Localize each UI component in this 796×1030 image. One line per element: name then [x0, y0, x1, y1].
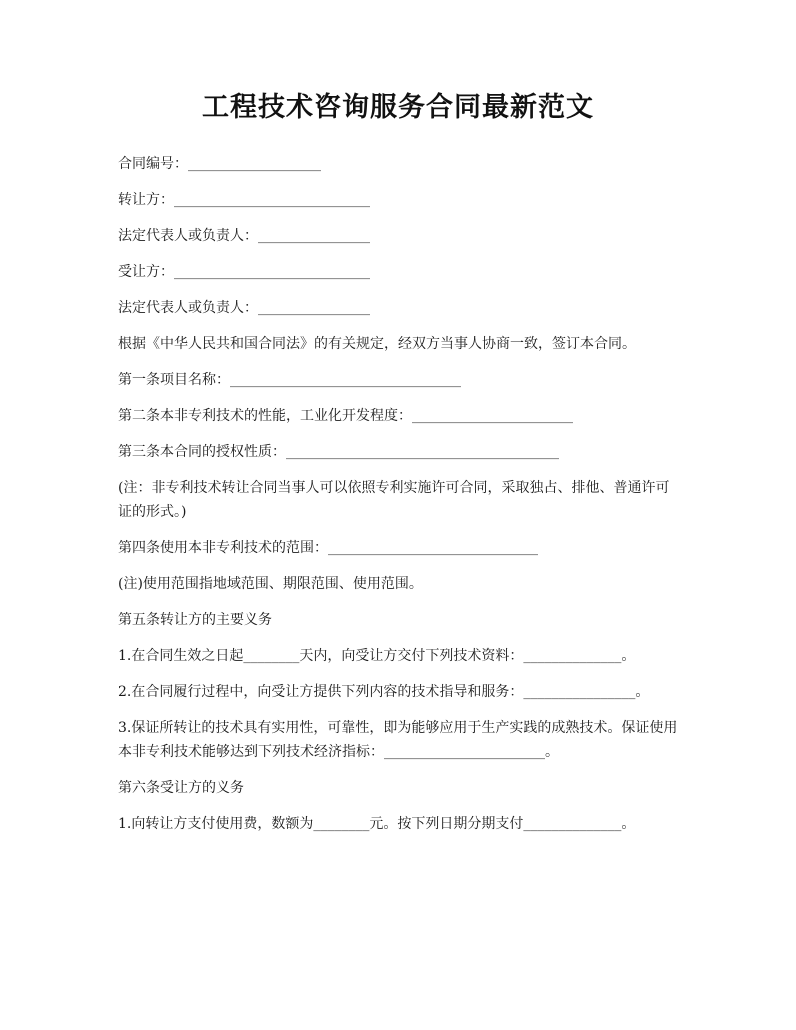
article-5-item-3: 3.保证所转让的技术具有实用性，可靠性，即为能够应用于生产实践的成熟技术。保证使用本非专利技术能够达到下列技术经济指标：_______________________。 — [118, 720, 678, 760]
document-title: 工程技术咨询服务合同最新范文 — [202, 92, 594, 123]
transferee-representative-line: 法定代表人或负责人：________________ — [118, 300, 370, 316]
transferor-representative-line: 法定代表人或负责人：________________ — [118, 228, 370, 244]
contract-number-line: 合同编号：___________________ — [118, 156, 321, 172]
article-6-heading: 第六条受让方的义务 — [118, 780, 244, 796]
article-5-heading: 第五条转让方的主要义务 — [118, 612, 272, 628]
article-3-note: (注：非专利技术转让合同当事人可以依照专利实施许可合同，采取独占、排他、普通许可证的形式。) — [118, 480, 670, 520]
article-2-performance: 第二条本非专利技术的性能，工业化开发程度：_______________________ — [118, 408, 573, 424]
article-5-item-2: 2.在合同履行过程中，向受让方提供下列内容的技术指导和服务：________________。 — [118, 684, 650, 700]
article-5-item-1: 1.在合同生效之日起________天内，向受让方交付下列技术资料：______________。 — [118, 648, 636, 664]
article-1-project-name: 第一条项目名称：_________________________________ — [118, 372, 461, 388]
article-4-note: (注)使用范围指地域范围、期限范围、使用范围。 — [118, 576, 423, 592]
document-page — [118, 88, 678, 848]
article-4-scope: 第四条使用本非专利技术的范围：______________________________ — [118, 540, 538, 556]
transferee-line: 受让方：____________________________ — [118, 264, 370, 280]
article-6-item-1: 1.向转让方支付使用费，数额为________元。按下列日期分期支付______________。 — [118, 816, 636, 832]
preamble-paragraph: 根据《中华人民共和国合同法》的有关规定，经双方当事人协商一致，签订本合同。 — [118, 336, 636, 352]
article-3-authorization: 第三条本合同的授权性质：_______________________________________ — [118, 444, 559, 460]
transferor-line: 转让方：____________________________ — [118, 192, 370, 208]
